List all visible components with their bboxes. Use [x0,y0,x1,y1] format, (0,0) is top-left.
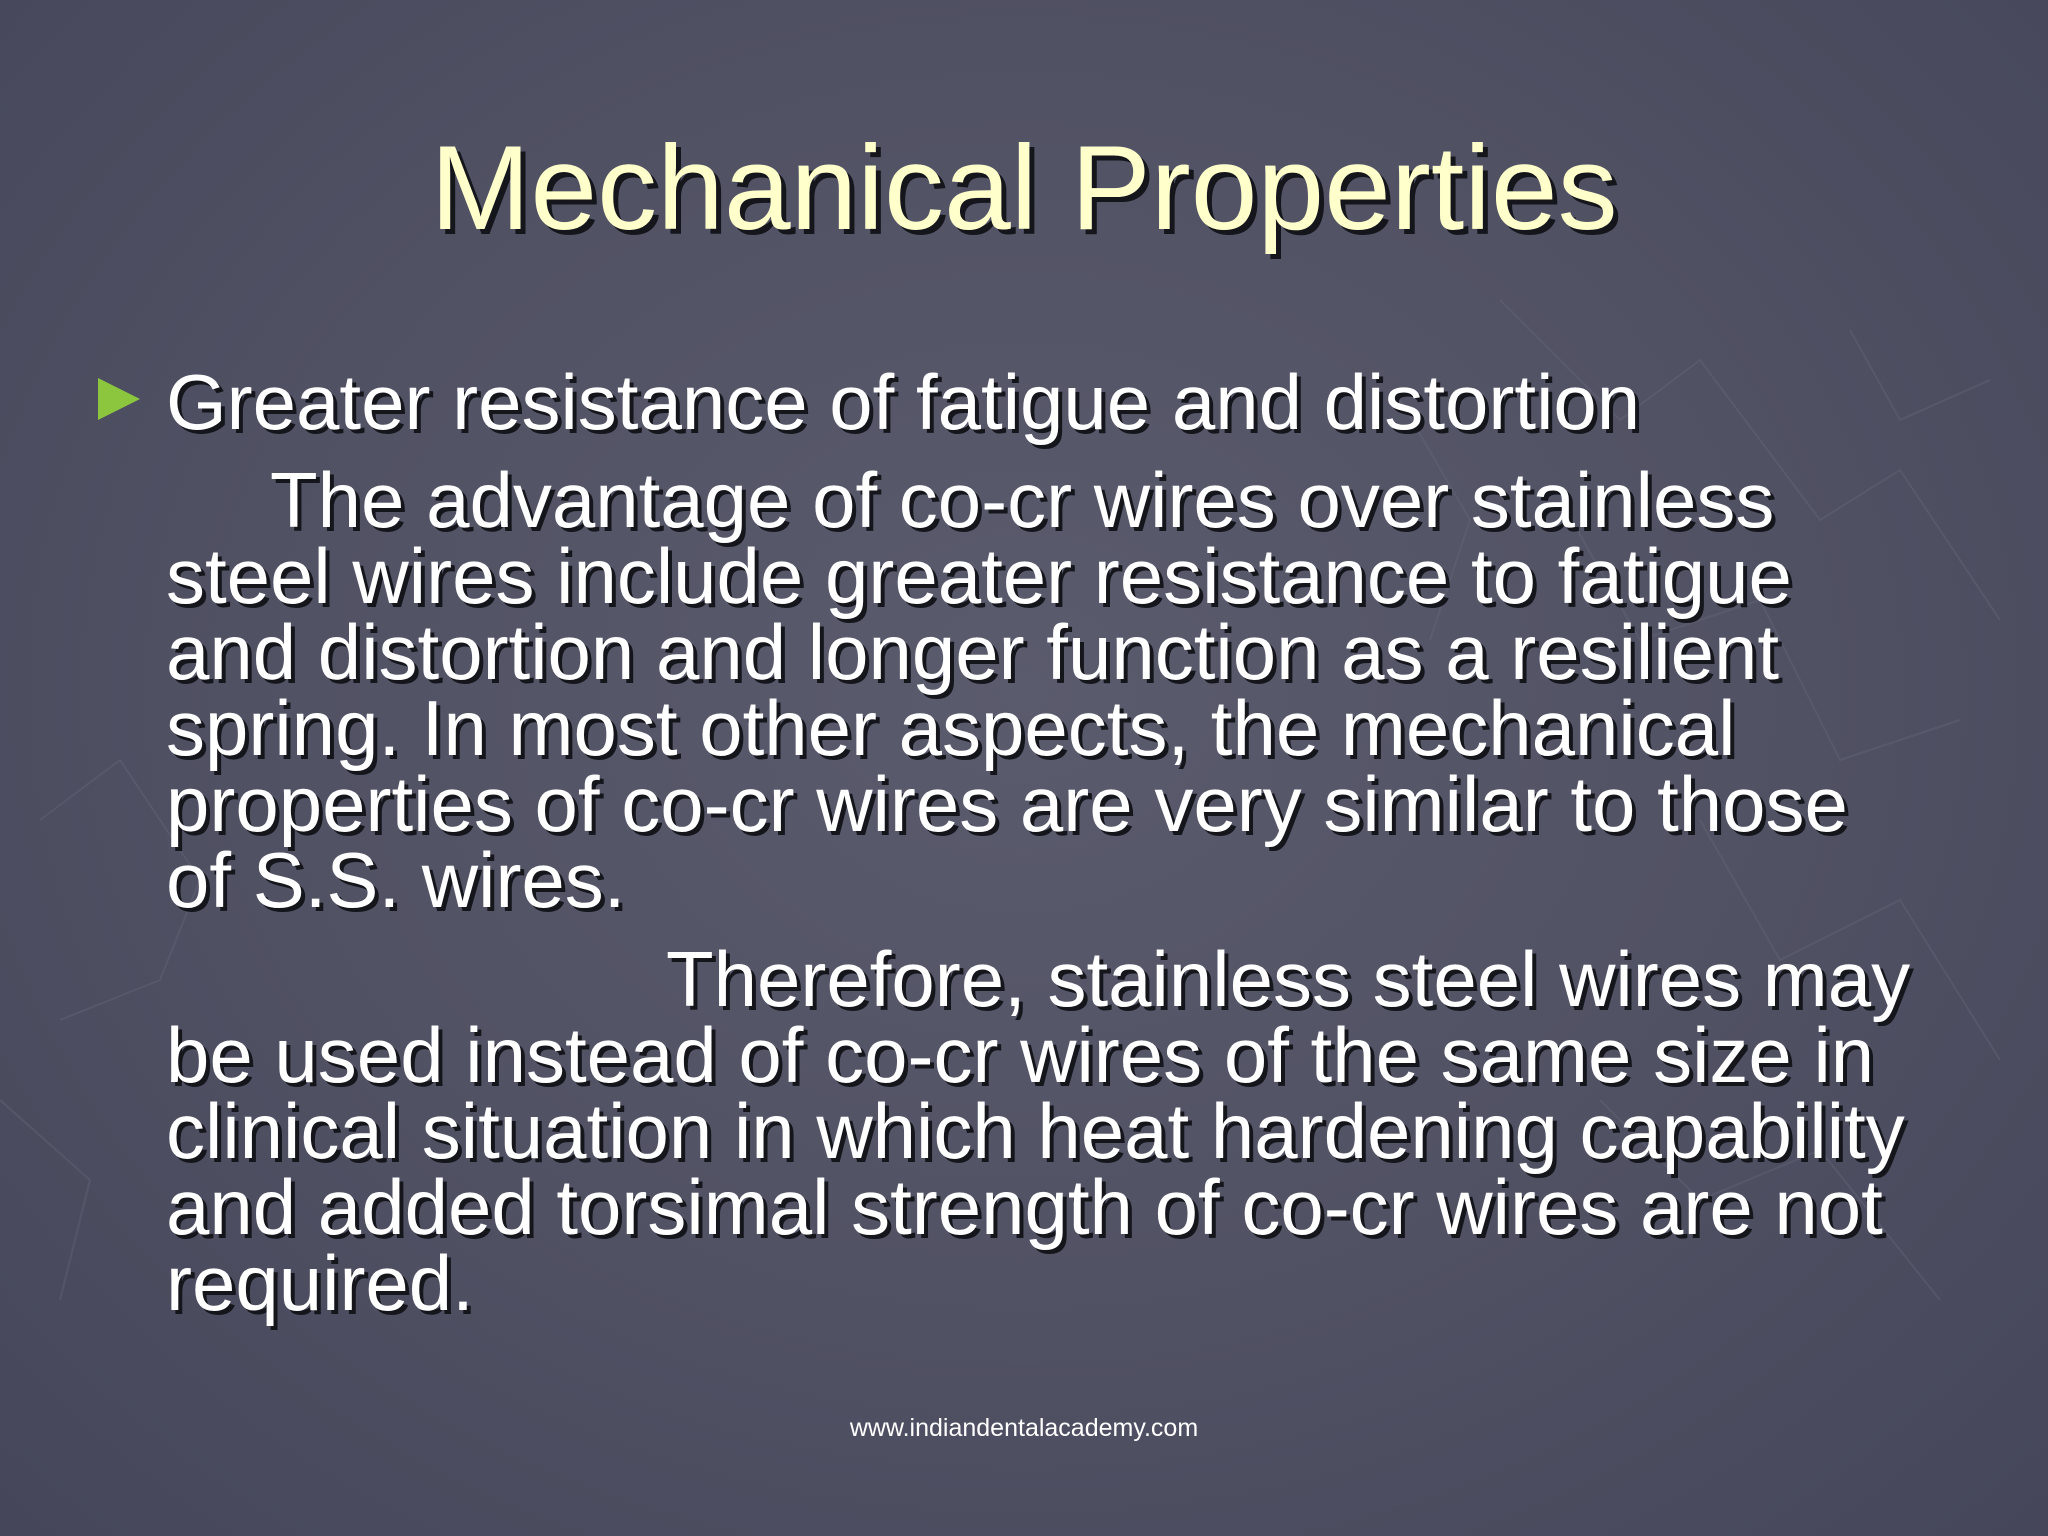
paragraph-line: and added torsimal strength of co-cr wires are not [166,1163,1883,1251]
footer-url: www.indiandentalacademy.com [849,1414,1199,1442]
paragraph-line: spring. In most other aspects, the mechanical [166,684,1736,772]
paragraph-line: clinical situation in which heat hardening capability [166,1087,1905,1175]
paragraph-line: and distortion and longer function as a resilient [166,608,1780,696]
paragraph-advantages [166,456,1966,924]
paragraph-line: required. [166,1239,474,1327]
right-triangle-icon [94,374,144,424]
paragraph-line: steel wires include greater resistance to fatigue [166,532,1792,620]
paragraph-line: of S.S. wires. [166,836,626,924]
paragraph-line: be used instead of co-cr wires of the same size in [166,1011,1875,1099]
paragraph-line: The advantage of co-cr wires over stainless [270,456,1775,544]
paragraph-line: properties of co-cr wires are very similar to those [166,760,1848,848]
bullet-text: Greater resistance of fatigue and distortion [166,358,1641,446]
slide-title: Mechanical Properties [430,121,1618,255]
bullet-item [94,358,1994,446]
paragraph-conclusion [166,935,1966,1327]
paragraph-line: Therefore, stainless steel wires may [666,935,1911,1023]
